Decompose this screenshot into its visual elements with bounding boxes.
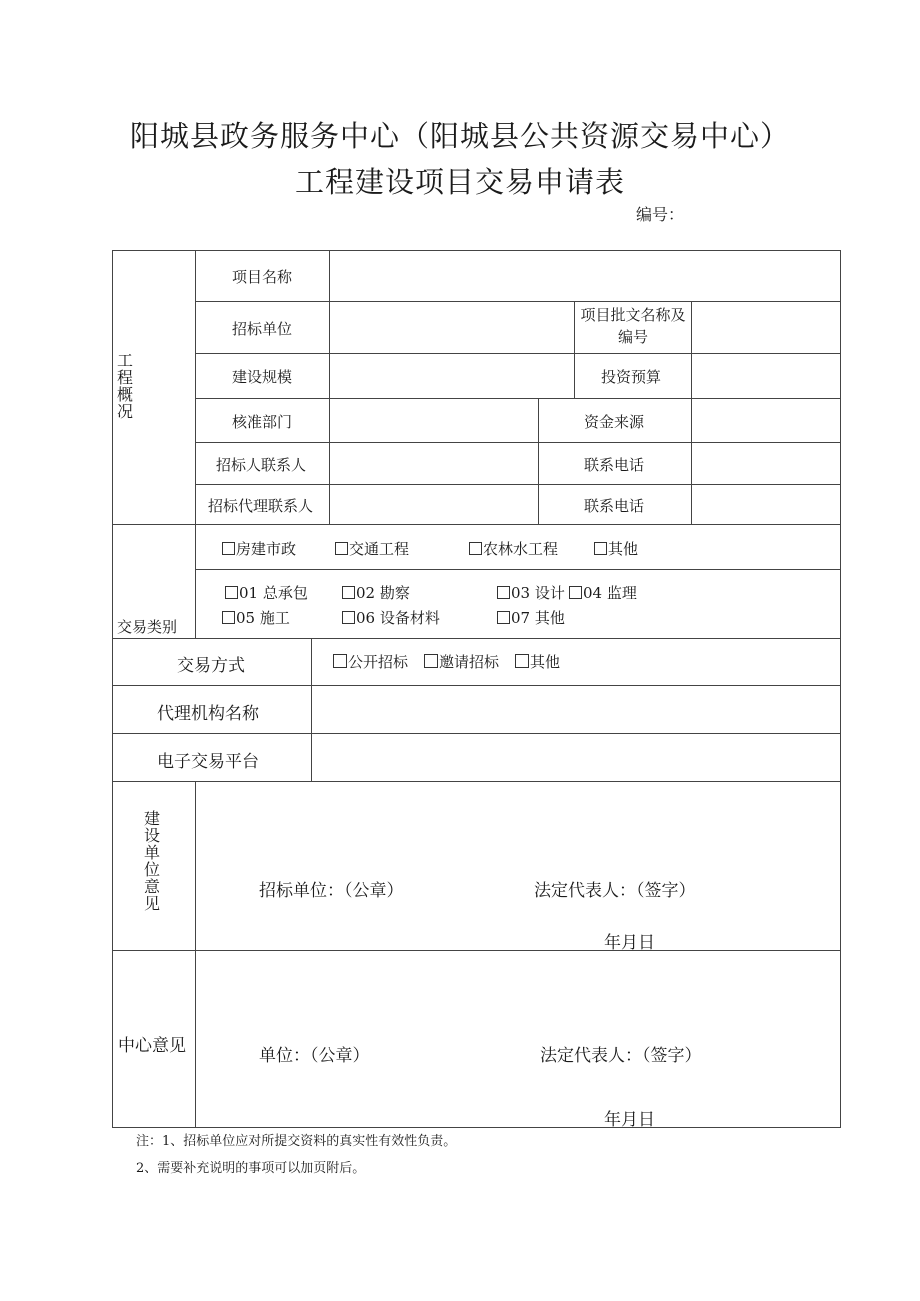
- checkbox-invited-tender[interactable]: 邀请招标: [424, 651, 499, 672]
- checkbox-icon: [569, 586, 582, 599]
- checkbox-open-tender[interactable]: 公开招标: [333, 651, 408, 672]
- checkbox-supervision[interactable]: 04 监理: [569, 582, 637, 603]
- checkbox-survey[interactable]: 02 勘察: [342, 582, 410, 603]
- checkbox-agriculture-water[interactable]: 农林水工程: [469, 538, 558, 559]
- label-project-name: 项目名称: [232, 268, 293, 286]
- checkbox-icon: [342, 611, 355, 624]
- checkbox-transportation[interactable]: 交通工程: [335, 538, 409, 559]
- section-label-owner-opinion: 建设单位意见: [143, 809, 160, 913]
- checkbox-other-project[interactable]: 其他: [594, 538, 638, 559]
- label-agent-contact: 招标代理联系人: [208, 497, 314, 515]
- owner-date-label: 年月日: [604, 933, 655, 953]
- checkbox-construction[interactable]: 05 施工: [222, 607, 290, 628]
- label-construction-scale: 建设规模: [232, 368, 293, 386]
- checkbox-other-category[interactable]: 07 其他: [497, 607, 565, 628]
- form-title-line1: 阳城县政务服务中心（阳城县公共资源交易中心）: [129, 119, 790, 153]
- checkbox-other-method[interactable]: 其他: [515, 651, 560, 672]
- serial-number-label: 编号：: [636, 205, 685, 224]
- checkbox-general-contract[interactable]: 01 总承包: [225, 582, 308, 603]
- label-bid-unit: 招标单位: [232, 320, 293, 338]
- checkbox-icon: [469, 542, 482, 555]
- checkbox-equipment-materials[interactable]: 06 设备材料: [342, 607, 440, 628]
- label-trade-category: 交易类别: [117, 618, 178, 636]
- checkbox-icon: [222, 611, 235, 624]
- label-bidder-phone: 联系电话: [584, 456, 645, 474]
- checkbox-icon: [515, 654, 529, 668]
- checkbox-icon: [424, 654, 438, 668]
- checkbox-icon: [335, 542, 348, 555]
- label-investment-budget: 投资预算: [601, 368, 662, 386]
- checkbox-icon: [333, 654, 347, 668]
- checkbox-icon: [222, 542, 235, 555]
- label-trade-method: 交易方式: [177, 656, 245, 676]
- owner-seal-label: 招标单位：（公章）: [259, 881, 404, 901]
- label-agent-phone: 联系电话: [584, 497, 645, 515]
- label-bidder-contact: 招标人联系人: [216, 456, 307, 474]
- checkbox-icon: [497, 611, 510, 624]
- checkbox-housing-municipal[interactable]: 房建市政: [222, 538, 296, 559]
- owner-legal-rep-label: 法定代表人：（签字）: [534, 881, 696, 901]
- checkbox-icon: [594, 542, 607, 555]
- center-date-label: 年月日: [604, 1110, 655, 1130]
- checkbox-icon: [342, 586, 355, 599]
- note-line-2: 2、需要补充说明的事项可以加页附后。: [136, 1161, 366, 1176]
- label-approval-document: 项目批文名称及编号: [580, 306, 686, 346]
- section-label-center-opinion: 中心意见: [118, 1036, 186, 1056]
- center-legal-rep-label: 法定代表人：（签字）: [540, 1046, 702, 1066]
- checkbox-icon: [497, 586, 510, 599]
- center-seal-label: 单位：（公章）: [259, 1046, 370, 1066]
- checkbox-icon: [225, 586, 238, 599]
- label-fund-source: 资金来源: [584, 413, 645, 431]
- checkbox-design[interactable]: 03 设计: [497, 582, 565, 603]
- form-title-line2: 工程建设项目交易申请表: [294, 165, 625, 199]
- section-label-overview: 工程概况: [116, 351, 133, 421]
- label-e-trading-platform: 电子交易平台: [157, 752, 259, 772]
- label-approval-department: 核准部门: [232, 413, 293, 431]
- label-agency-name: 代理机构名称: [157, 704, 259, 724]
- note-line-1: 注：1、招标单位应对所提交资料的真实性有效性负责。: [136, 1134, 457, 1149]
